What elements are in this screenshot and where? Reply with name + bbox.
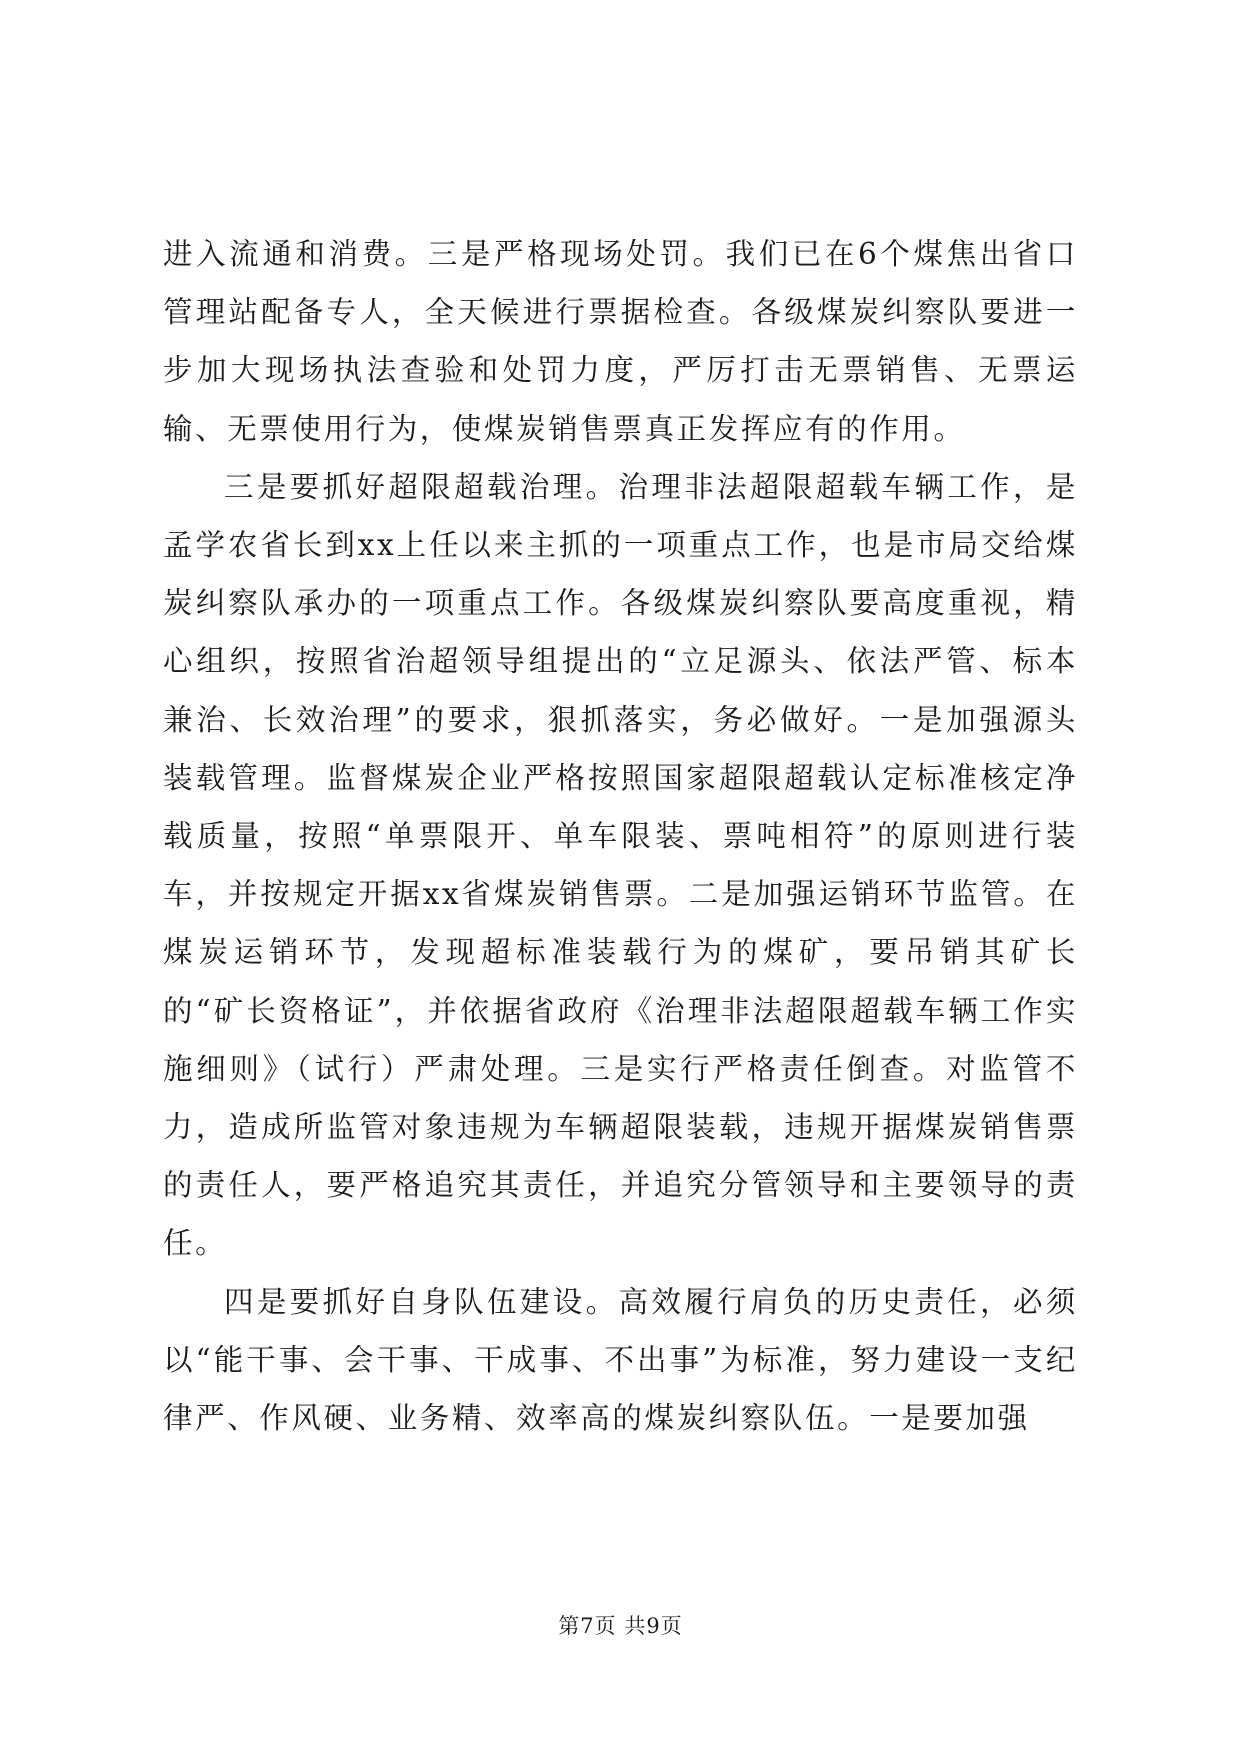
paragraph-3: 四是要抓好自身队伍建设。高效履行肩负的历史责任，必须以“能干事、会干事、干成事、不出事”为标准，努力建设一支纪律严、作风硬、业务精、效率高的煤炭纠察队伍。一是要加强: [163, 1284, 1078, 1436]
body-text: [163, 225, 1078, 1447]
paragraph-1: 进入流通和消费。三是严格现场处罚。我们已在6个煤焦出省口管理站配备专人，全天候进行票据检查。各级煤炭纠察队要进一步加大现场执法查验和处罚力度，严厉打击无票销售、无票运输、无票使用行为，使煤炭销售票真正发挥应有的作用。: [163, 237, 1078, 446]
paragraph-2: 三是要抓好超限超载治理。治理非法超限超载车辆工作，是孟学农省长到xx上任以来主抓的一项重点工作，也是市局交给煤炭纠察队承办的一项重点工作。各级煤炭纠察队要高度重视，精心组织，按照省治超领导组提出的“立足源头、依法严管、标本兼治、长效治理”的要求，狠抓落实，务必做好。一是加强源头装载管理。监督煤炭企业严格按照国家超限超载认定标准核定净载质量，按照“单票限开、单车限装、票吨相符”的原则进行装车，并按规定开据xx省煤炭销售票。二是加强运销环节监管。在煤炭运销环节，发现超标准装载行为的煤矿，要吊销其矿长的“矿长资格证”，并依据省政府《治理非法超限超载车辆工作实施细则》（试行）严肃处理。三是实行严格责任倒查。对监管不力，造成所监管对象违规为车辆超限装载，违规开据煤炭销售票的责任人，要严格追究其责任，并追究分管领导和主要领导的责任。: [163, 469, 1078, 1261]
page-number-footer: 第7页 共9页: [558, 1614, 683, 1638]
